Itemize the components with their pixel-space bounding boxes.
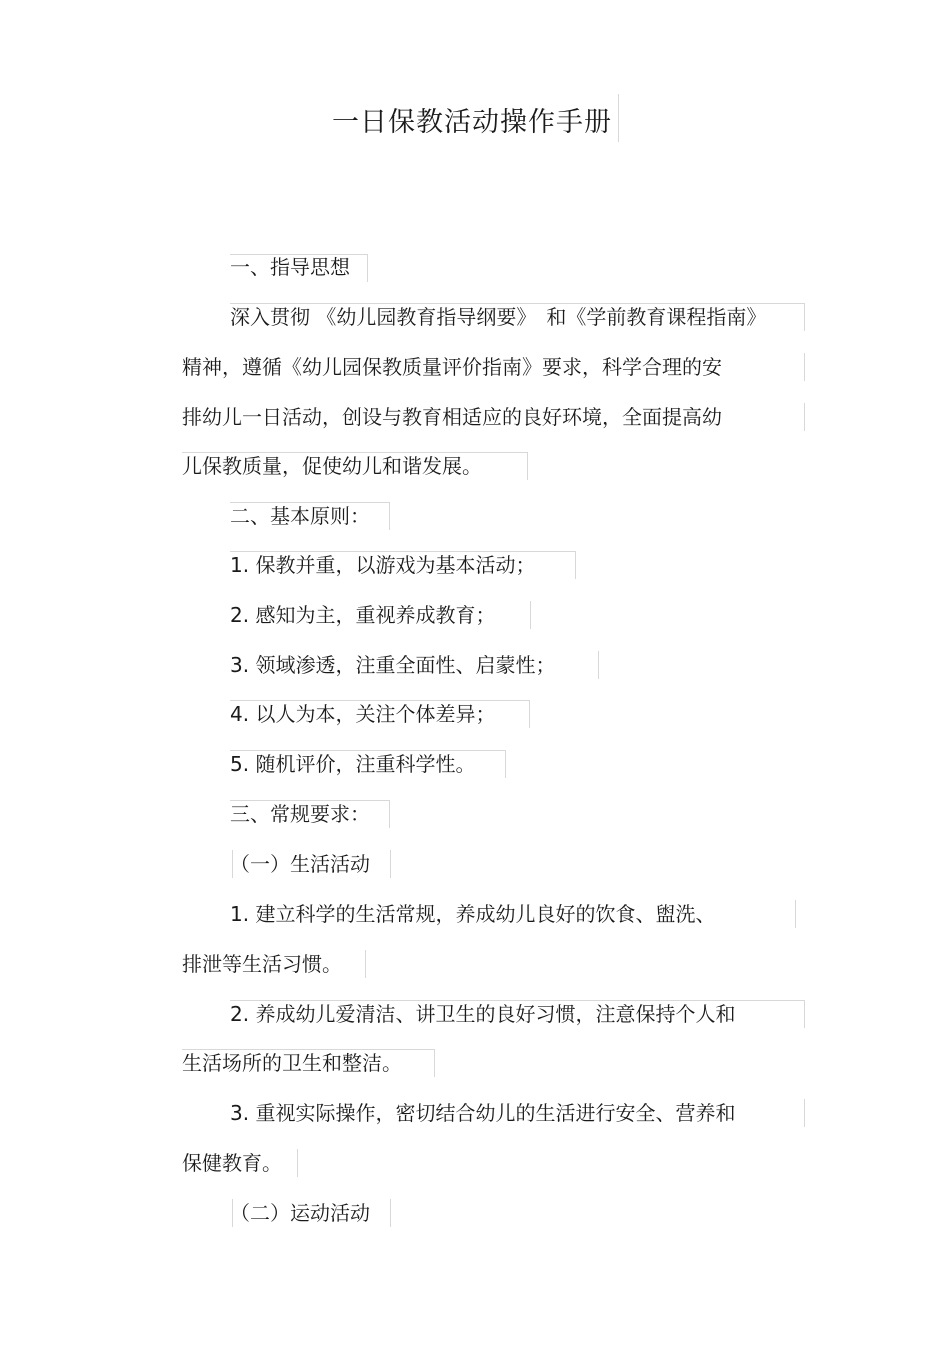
title-frame-edge [618, 94, 619, 142]
section-heading: 一、指导思想 [230, 255, 350, 279]
line-frame-edge [795, 900, 796, 928]
line-frame-edge [390, 1199, 391, 1227]
subsection-heading: （一）生活活动 [230, 852, 370, 876]
list-item: 5. 随机评价，注重科学性。 [230, 752, 476, 776]
paragraph-line: 精神，遵循《幼儿园保教质量评价指南》要求，科学合理的安 [182, 355, 722, 379]
list-item: 4. 以人为本，关注个体差异； [230, 702, 496, 726]
paragraph-line: 保健教育。 [182, 1151, 282, 1175]
line-frame-edge [598, 651, 599, 679]
line-frame-edge [530, 601, 531, 629]
subsection-heading: （二）运动活动 [230, 1201, 370, 1225]
paragraph-line: 排泄等生活习惯。 [182, 952, 342, 976]
paragraph-line: 生活场所的卫生和整洁。 [182, 1051, 402, 1075]
paragraph-line: 儿保教质量，促使幼儿和谐发展。 [182, 454, 482, 478]
page-title: 一日保教活动操作手册 [332, 107, 612, 138]
list-item: 3. 领域渗透，注重全面性、启蒙性； [230, 653, 556, 677]
paragraph-line: 深入贯彻 《幼儿园教育指导纲要》 和《学前教育课程指南》 [230, 305, 767, 329]
line-frame-edge [390, 850, 391, 878]
section-heading: 三、常规要求： [230, 802, 370, 826]
list-item: 2. 感知为主，重视养成教育； [230, 603, 496, 627]
paragraph-line: 排幼儿一日活动，创设与教育相适应的良好环境，全面提高幼 [182, 405, 722, 429]
list-item: 1. 保教并重，以游戏为基本活动； [230, 553, 536, 577]
line-frame-edge [365, 950, 366, 978]
line-frame-edge [804, 403, 805, 431]
line-frame-edge [804, 353, 805, 381]
paragraph-line: 2. 养成幼儿爱清洁、讲卫生的良好习惯，注意保持个人和 [230, 1002, 736, 1026]
line-frame-edge [297, 1149, 298, 1177]
section-heading: 二、基本原则： [230, 504, 370, 528]
paragraph-line: 1. 建立科学的生活常规，养成幼儿良好的饮食、盥洗、 [230, 902, 716, 926]
paragraph-line: 3. 重视实际操作，密切结合幼儿的生活进行安全、营养和 [230, 1101, 736, 1125]
line-frame-edge [804, 1099, 805, 1127]
